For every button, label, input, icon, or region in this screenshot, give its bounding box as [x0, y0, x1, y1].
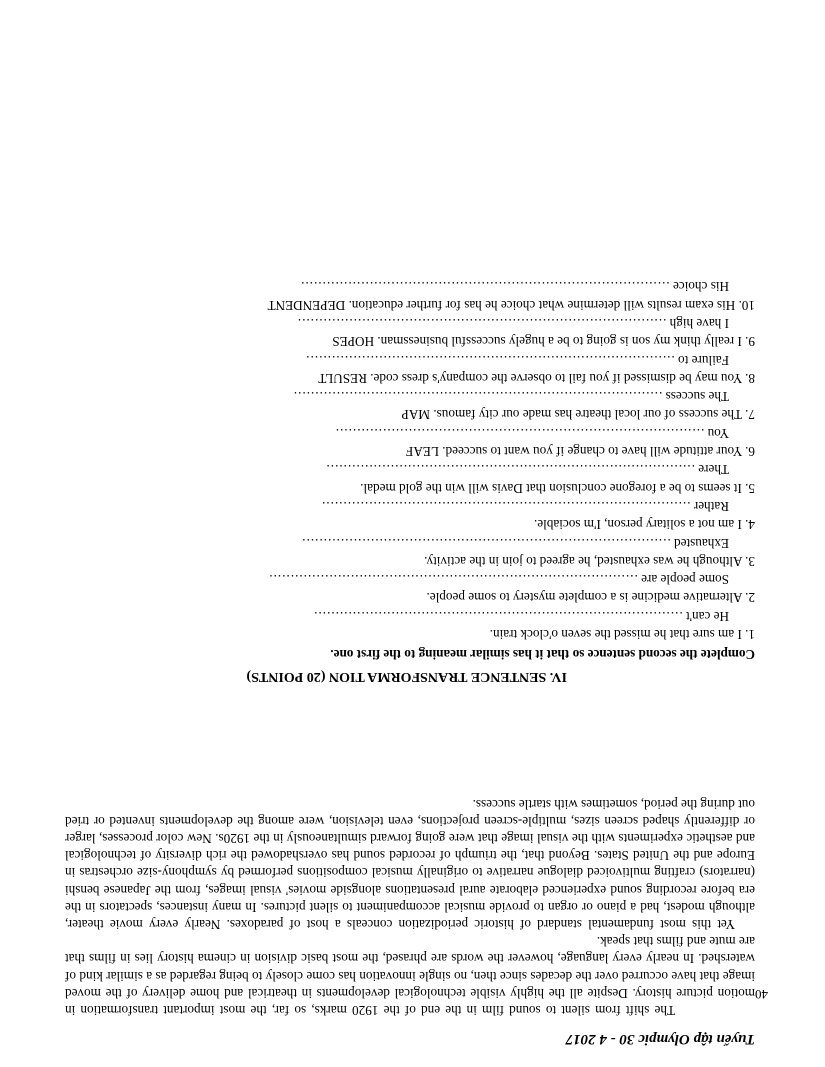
question-sentence: 2. Alternative medicine is a complete mystery to some people. [426, 590, 755, 606]
answer-blank: ...................................................................................... [268, 572, 638, 588]
answer-blank: ...................................................................................... [296, 315, 667, 331]
reading-passage [65, 795, 755, 1019]
answer-prompt: He can't [685, 608, 729, 624]
question-sentence: 1. I am sure that he missed the seven o'clock train. [489, 627, 755, 642]
answer-line[interactable] [65, 460, 755, 478]
answer-prompt: You [707, 425, 729, 441]
answer-prompt: His choice [672, 279, 729, 295]
answer-prompt: I have high [669, 315, 729, 331]
answer-line[interactable] [65, 533, 755, 551]
answer-prompt: Failure to [678, 352, 729, 368]
answer-line[interactable] [65, 350, 755, 368]
answer-blank: ...................................................................................... [334, 425, 705, 441]
passage-paragraph-1: The shift from silent to sound film in the end of the 1920 marks, so far, the most important transformation in motion picture history. Despite all the highly visible technological developments in theatrical and home delivery of the moved image that have occurred over the decades since then, no single innovation has come closely to being regarded as a similar kind of watershed. In nearly every language, however the words are phrased, the most basic division in cinema history lies in films that are mute and films that speak. [65, 934, 755, 1018]
question-sentence: 8. You may be dismissed if you fail to observe the company's dress code. RESULT [318, 370, 755, 386]
question-sentence: 9. I really think my son is going to be a hugely successful businessman. HOPES [332, 334, 755, 350]
answer-line[interactable] [65, 387, 755, 405]
answer-line[interactable] [65, 497, 755, 515]
answer-line[interactable] [65, 570, 755, 588]
answer-blank: ...................................................................................... [325, 462, 695, 478]
answer-blank: ...................................................................................... [301, 535, 671, 551]
exercise-list [65, 277, 755, 643]
answer-blank: ...................................................................................... [292, 389, 663, 405]
answer-prompt: Some people are [641, 572, 729, 588]
question-sentence: 10. His exam results will determine what choice he has for further education. DEPENDENT [267, 297, 755, 313]
answer-prompt: Rather [693, 498, 729, 514]
question-sentence: 6. Your attitude will have to change if you want to succeed. LEAF [405, 444, 755, 460]
answer-line[interactable] [65, 423, 755, 441]
answer-prompt: There [698, 462, 729, 478]
question-sentence: 5. It seems to be a foregone conclusion that Davis will win the gold medal. [360, 480, 755, 496]
header-title: Tuyển tập Olympic 30 - 4 2017 [565, 1031, 755, 1047]
section-title: IV. SENTENCE TRANSFORMA TION (20 POINTS) [246, 669, 567, 684]
page-number: 40 [755, 987, 768, 1002]
answer-blank: ...................................................................................... [321, 498, 691, 514]
question-sentence: 7. The success of our local theatre has made our city famous. MAP [401, 407, 755, 423]
answer-line[interactable] [65, 314, 755, 332]
question-sentence: 4. I am not a solitary person, I'm sociable. [533, 517, 755, 533]
question-sentence: 3. Although he was exhausted, he agreed to join in the activity. [424, 553, 755, 569]
passage-paragraph-2: Yet this most fundamental standard of historic periodization conceals a host of paradoxes. Nearly every movie theater, although modest, had a piano or organ to provide musical accompaniment to silent pictures. In many instances, spectators in the era before recording sound experienced elaborate aural presentations alongside movies' visual images, from the Japanese benshi (narrators) crafting multivoiced dialogue narrative to originally musical compositions performed by symphony-size orchestras in Europe and the United States. Beyond that, the triumph of recorded sound has overshadowed the rich diversity of technological and aesthetic experiments with the visual image that were going forward simultaneously in the 1920s. New color processes, larger or differently shaped screen sizes, multiple-screen projections, even television, were among the developments invented or tried out during the period, sometimes with startle success. [65, 796, 755, 932]
answer-blank: ...................................................................................... [305, 352, 675, 368]
answer-line[interactable] [65, 277, 755, 295]
answer-line[interactable] [65, 606, 755, 624]
answer-blank: ...................................................................................... [300, 279, 670, 295]
section-instruction: Complete the second sentence so that it has similar meaning to the first one. [330, 647, 755, 662]
answer-blank: ...................................................................................... [313, 608, 683, 624]
answer-prompt: Exhausted [674, 535, 729, 551]
answer-prompt: The success [665, 389, 729, 405]
